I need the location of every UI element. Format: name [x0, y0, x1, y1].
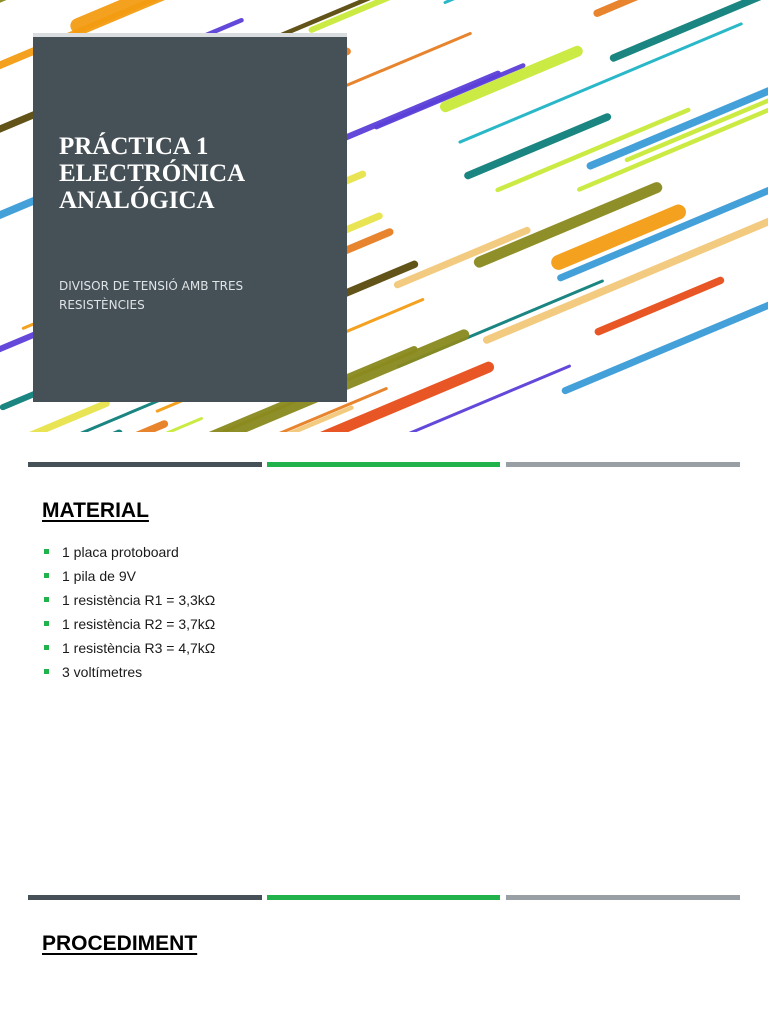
- list-item: [42, 542, 215, 566]
- slide-separator: [28, 895, 740, 900]
- bullet-square-icon: [44, 597, 49, 602]
- list-item-text: 1 pila de 9V: [62, 568, 136, 584]
- bullet-square-icon: [44, 645, 49, 650]
- separator-segment-gray: [506, 895, 740, 900]
- subtitle-line: RESISTÈNCIES: [59, 298, 145, 312]
- list-item: [42, 662, 215, 686]
- bullet-square-icon: [44, 669, 49, 674]
- list-item: [42, 566, 215, 590]
- slide-title: [59, 133, 339, 214]
- title-panel: [33, 33, 347, 402]
- material-list: [42, 542, 215, 686]
- decorative-stripe: [0, 424, 164, 432]
- list-item-text: 1 resistència R2 = 3,7kΩ: [62, 616, 216, 632]
- slide-separator: [28, 462, 740, 467]
- bullet-square-icon: [44, 573, 49, 578]
- material-heading: MATERIAL: [42, 499, 149, 522]
- decorative-stripe: [445, 0, 508, 2]
- panel-top-rule: [33, 33, 347, 37]
- procedure-heading: PROCEDIMENT: [42, 932, 198, 955]
- list-item-text: 1 placa protoboard: [62, 544, 179, 560]
- list-item: [42, 638, 215, 662]
- separator-segment-green: [267, 895, 500, 900]
- bullet-square-icon: [44, 549, 49, 554]
- title-line: ANALÓGICA: [59, 187, 215, 214]
- decorative-stripe: [78, 0, 215, 26]
- decorative-stripe: [614, 0, 768, 58]
- list-item-text: 1 resistència R3 = 4,7kΩ: [62, 640, 216, 656]
- separator-segment-dark: [28, 462, 262, 467]
- subtitle-line: DIVISOR DE TENSIÓ AMB TRES: [59, 279, 244, 293]
- bullet-square-icon: [44, 621, 49, 626]
- separator-segment-green: [267, 462, 500, 467]
- decorative-stripe: [468, 117, 607, 176]
- title-slide: [0, 0, 768, 432]
- list-item-text: 3 voltímetres: [62, 664, 143, 680]
- decorative-stripe: [565, 301, 768, 391]
- separator-segment-dark: [28, 895, 262, 900]
- list-item-text: 1 resistència R1 = 3,3kΩ: [62, 592, 216, 608]
- slide-subtitle: [59, 277, 319, 315]
- list-item: [42, 614, 215, 638]
- list-item: [42, 590, 215, 614]
- decorative-stripe: [445, 51, 577, 106]
- title-line: ELECTRÓNICA: [59, 160, 246, 187]
- title-line: PRÁCTICA 1: [59, 133, 209, 160]
- decorative-stripe: [397, 230, 527, 284]
- separator-segment-gray: [506, 462, 740, 467]
